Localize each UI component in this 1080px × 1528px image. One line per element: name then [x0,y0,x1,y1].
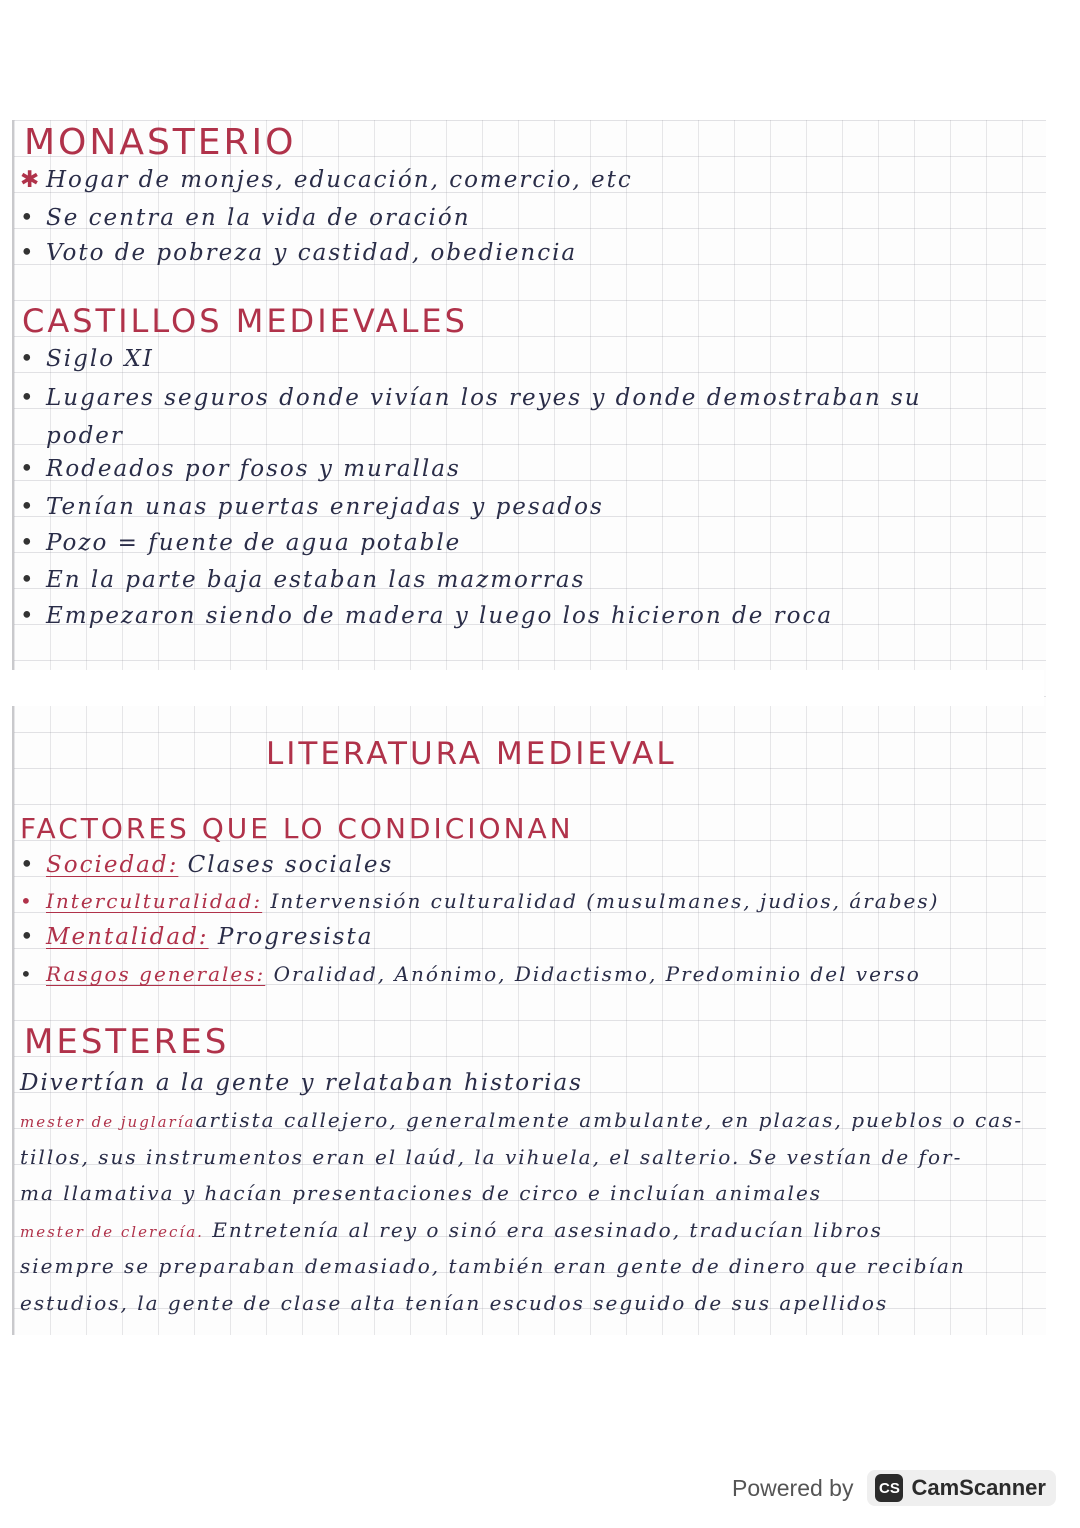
monasterio-item-2: • Se centra en la vida de oración [20,205,471,231]
bullet-icon: • [20,603,36,629]
bullet-icon: • [20,456,36,482]
castillos-item-6: • En la parte baja estaban las mazmorras [20,567,586,593]
castillos-item-2-cont: poder [46,423,124,449]
heading-monasterio: MONASTERIO [24,122,297,163]
factor-label: Rasgos generales: [46,962,266,986]
bullet-icon: • [20,924,36,950]
camscanner-badge [867,1470,1056,1506]
heading-literatura-medieval: LITERATURA MEDIEVAL [266,736,677,772]
bullet-icon: • [20,889,34,913]
mester-clerecia-label: mester de clerecía. [20,1223,204,1241]
camscanner-watermark [732,1466,1056,1510]
bullet-icon: • [20,962,34,986]
mester-juglaria-line-3: ma llamativa y hacían presentaciones de circo e incluían animales [20,1181,823,1205]
mester-clerecia-line-2: siempre se preparaban demasiado, también eran gente de dinero que recibían [20,1254,966,1278]
factor-label: Sociedad: [46,852,179,878]
powered-by-text: Powered by [732,1474,854,1501]
bullet-icon: • [20,852,36,878]
bullet-icon: • [20,205,36,231]
page-break [12,670,1044,706]
factor-label: Mentalidad: [46,924,209,950]
bullet-icon: • [20,385,36,411]
bullet-icon: • [20,346,36,372]
monasterio-item-1: ✱ Hogar de monjes, educación, comercio, etc [20,167,633,193]
heading-mesteres: MESTERES [24,1022,230,1062]
castillos-item-4: • Tenían unas puertas enrejadas y pesados [20,494,604,520]
factor-label: Interculturalidad: [46,889,263,913]
camscanner-logo-icon: CS [875,1474,903,1502]
factor-mentalidad: • Mentalidad: Progresista [20,924,374,950]
mester-juglaria-line-1: mester de juglaríaartista callejero, generalmente ambulante, en plazas, pueblos o cas- [20,1108,1024,1132]
mester-juglaria-label: mester de juglaría [20,1113,196,1131]
bullet-icon: • [20,567,36,593]
castillos-item-1: • Siglo XI [20,346,154,372]
bullet-icon: • [20,240,36,266]
heading-castillos: CASTILLOS MEDIEVALES [22,302,468,340]
factor-interculturalidad: • Interculturalidad: Intervensión culturalidad (musulmanes, judios, árabes) [20,889,940,913]
asterisk-bullet-icon: ✱ [20,167,42,193]
castillos-item-2: • Lugares seguros donde vivían los reyes y donde demostraban su [20,385,922,411]
bullet-icon: • [20,494,36,520]
castillos-item-5: • Pozo = fuente de agua potable [20,530,462,556]
factor-sociedad: • Sociedad: Clases sociales [20,852,394,878]
monasterio-item-3: • Voto de pobreza y castidad, obediencia [20,240,578,266]
castillos-item-7: • Empezaron siendo de madera y luego los hicieron de roca [20,603,834,629]
heading-factores: FACTORES QUE LO CONDICIONAN [20,812,574,845]
factor-rasgos: • Rasgos generales: Oralidad, Anónimo, Didactismo, Predominio del verso [20,962,921,986]
mester-clerecia-line-1: mester de clerecía. Entretenía al rey o sinó era asesinado, traducían libros [20,1218,883,1242]
bullet-icon: • [20,530,36,556]
mester-juglaria-line-2: tillos, sus instrumentos eran el laúd, la vihuela, el salterio. Se vestían de for- [20,1145,963,1169]
mesteres-intro: Divertían a la gente y relataban historias [20,1070,583,1096]
mester-clerecia-line-3: estudios, la gente de clase alta tenían escudos seguido de sus apellidos [20,1291,889,1315]
camscanner-brand: CamScanner [911,1475,1046,1500]
castillos-item-3: • Rodeados por fosos y murallas [20,456,461,482]
